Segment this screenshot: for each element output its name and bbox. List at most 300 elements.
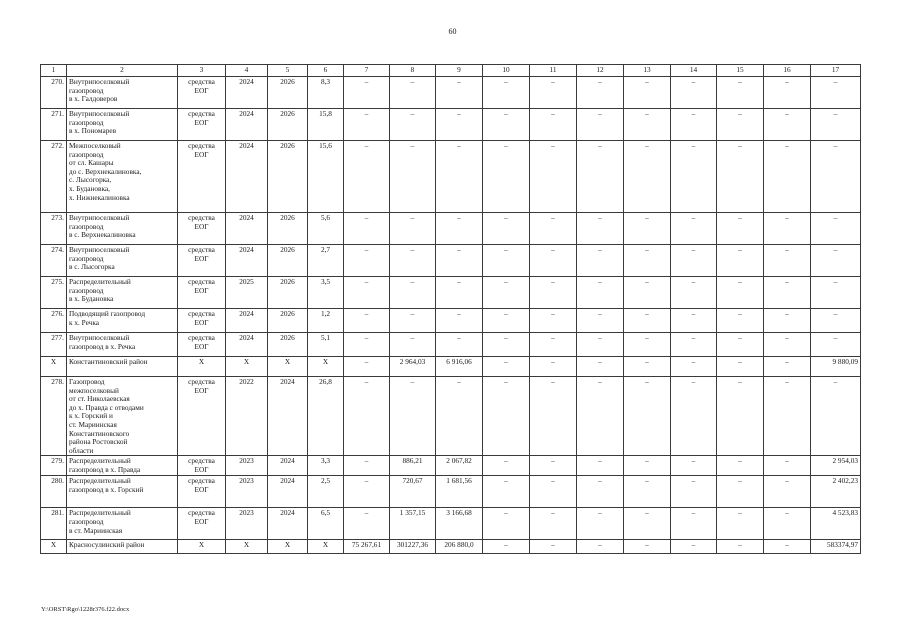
- funding-source-line: ЕОГ: [194, 317, 209, 327]
- cell-col-11: –: [530, 357, 577, 377]
- cell-col-8: –: [390, 277, 436, 309]
- object-name-line: в х. Будановка: [69, 294, 114, 304]
- object-name: [67, 333, 178, 357]
- budget-table: [40, 64, 861, 554]
- cell-col-6: 3,3: [308, 456, 344, 476]
- object-name-line: с. Лысогорка,: [69, 175, 112, 185]
- cell-col-15: –: [717, 333, 764, 357]
- cell-col-9: –: [436, 277, 483, 309]
- cell-col-8: 886,21: [390, 456, 436, 476]
- cell-col-10: –: [483, 109, 530, 141]
- row-number: 278.: [41, 377, 67, 456]
- cell-col-8: –: [390, 377, 436, 456]
- object-name-line: от сл. Кашары: [69, 158, 114, 168]
- cell-col-13: –: [624, 476, 671, 508]
- table-row: [41, 77, 861, 109]
- cell-col-8: –: [390, 213, 436, 245]
- object-name-line: в х. Галдоверов: [69, 94, 118, 104]
- cell-col-16: –: [764, 141, 811, 213]
- object-name-line: газопровод в х. Правда: [69, 464, 141, 474]
- column-header-8: 8: [390, 65, 436, 77]
- cell-col-6: 5,1: [308, 333, 344, 357]
- cell-col-13: –: [624, 508, 671, 540]
- cell-col-10: –: [483, 333, 530, 357]
- cell-col-13: –: [624, 77, 671, 109]
- cell-col-11: –: [530, 77, 577, 109]
- funding-source: [178, 508, 226, 540]
- funding-source: [178, 277, 226, 309]
- cell-col-17: 583374,97: [811, 540, 861, 554]
- cell-col-14: –: [671, 109, 717, 141]
- object-name-line: Красносулинский район: [69, 540, 145, 550]
- object-name: [67, 277, 178, 309]
- cell-col-6: 15,8: [308, 109, 344, 141]
- cell-col-5: 2026: [268, 245, 308, 277]
- cell-col-14: –: [671, 357, 717, 377]
- row-number: 270.: [41, 77, 67, 109]
- table-row: [41, 456, 861, 476]
- object-name-line: от ст. Николаевская: [69, 394, 130, 404]
- object-name-line: Внутрипоселковый: [69, 109, 130, 118]
- funding-source-line: ЕОГ: [194, 341, 209, 351]
- cell-col-6: 15,6: [308, 141, 344, 213]
- cell-col-10: –: [483, 309, 530, 333]
- cell-col-15: –: [717, 309, 764, 333]
- cell-col-10: –: [483, 277, 530, 309]
- object-name-line: газопровод: [69, 516, 104, 526]
- cell-col-10: –: [483, 540, 530, 554]
- cell-col-15: –: [717, 109, 764, 141]
- cell-col-6: 3,5: [308, 277, 344, 309]
- funding-source: [178, 77, 226, 109]
- column-header-2: 2: [67, 65, 178, 77]
- cell-col-12: –: [577, 141, 624, 213]
- column-header-5: 5: [268, 65, 308, 77]
- cell-col-16: –: [764, 213, 811, 245]
- cell-col-16: –: [764, 77, 811, 109]
- object-name: [67, 377, 178, 456]
- object-name-line: х. Будановка,: [69, 183, 110, 193]
- cell-col-14: –: [671, 77, 717, 109]
- object-name: [67, 141, 178, 213]
- row-number: 280.: [41, 476, 67, 508]
- cell-col-6: 2,7: [308, 245, 344, 277]
- cell-col-11: –: [530, 277, 577, 309]
- cell-col-6: X: [308, 540, 344, 554]
- object-name-line: Внутрипоселковый: [69, 77, 130, 86]
- column-header-12: 12: [577, 65, 624, 77]
- object-name-line: х. Нижнекалиновка: [69, 192, 130, 202]
- cell-col-10: –: [483, 77, 530, 109]
- cell-col-13: –: [624, 213, 671, 245]
- funding-source-line: ЕОГ: [194, 285, 209, 295]
- cell-col-11: –: [530, 333, 577, 357]
- cell-col-4: 2024: [226, 213, 268, 245]
- row-number: 271.: [41, 109, 67, 141]
- funding-source-line: средства: [188, 377, 215, 386]
- object-name: [67, 508, 178, 540]
- funding-source-line: X: [198, 357, 205, 366]
- cell-col-8: –: [390, 109, 436, 141]
- cell-col-9: –: [436, 309, 483, 333]
- page-number: 60: [448, 27, 457, 36]
- cell-col-15: –: [717, 277, 764, 309]
- funding-source: [178, 357, 226, 377]
- cell-col-5: 2026: [268, 141, 308, 213]
- funding-source: [178, 245, 226, 277]
- cell-col-13: –: [624, 377, 671, 456]
- cell-col-13: –: [624, 357, 671, 377]
- cell-col-7: 75 267,61: [344, 540, 390, 554]
- cell-col-4: X: [226, 540, 268, 554]
- cell-col-12: –: [577, 540, 624, 554]
- cell-col-14: –: [671, 309, 717, 333]
- funding-source-line: X: [198, 540, 205, 550]
- cell-col-14: –: [671, 333, 717, 357]
- funding-source-line: ЕОГ: [194, 221, 209, 231]
- column-header-11: 11: [530, 65, 577, 77]
- cell-col-13: –: [624, 277, 671, 309]
- funding-source-line: средства: [188, 456, 215, 466]
- cell-col-9: –: [436, 333, 483, 357]
- cell-col-10: –: [483, 213, 530, 245]
- funding-source-line: средства: [188, 508, 215, 518]
- cell-col-15: –: [717, 456, 764, 476]
- cell-col-16: –: [764, 309, 811, 333]
- funding-source: [178, 540, 226, 554]
- row-number: 279.: [41, 456, 67, 476]
- cell-col-13: –: [624, 333, 671, 357]
- cell-col-12: –: [577, 213, 624, 245]
- object-name-line: в с. Лысогорка: [69, 262, 115, 272]
- cell-col-13: –: [624, 456, 671, 476]
- object-name-line: газопровод: [69, 253, 104, 263]
- cell-col-12: –: [577, 109, 624, 141]
- cell-col-7: –: [344, 213, 390, 245]
- funding-source: [178, 109, 226, 141]
- cell-col-12: –: [577, 357, 624, 377]
- cell-col-11: –: [530, 540, 577, 554]
- cell-col-15: –: [717, 540, 764, 554]
- cell-col-12: –: [577, 77, 624, 109]
- cell-col-8: –: [390, 309, 436, 333]
- object-name-line: в с. Верхнекалиновка: [69, 230, 136, 240]
- row-number: 277.: [41, 333, 67, 357]
- cell-col-7: –: [344, 277, 390, 309]
- object-name-line: в ст. Мариинская: [69, 525, 123, 535]
- funding-source-line: средства: [188, 77, 215, 86]
- cell-col-5: 2026: [268, 309, 308, 333]
- district-total-row: [41, 357, 861, 377]
- cell-col-14: –: [671, 245, 717, 277]
- cell-col-12: –: [577, 245, 624, 277]
- column-header-15: 15: [717, 65, 764, 77]
- cell-col-7: –: [344, 508, 390, 540]
- row-number: 275.: [41, 277, 67, 309]
- cell-col-10: –: [483, 456, 530, 476]
- cell-col-16: –: [764, 333, 811, 357]
- cell-col-11: –: [530, 141, 577, 213]
- cell-col-9: 6 916,06: [436, 357, 483, 377]
- cell-col-4: 2024: [226, 309, 268, 333]
- column-header-1: 1: [41, 65, 67, 77]
- object-name-line: до с. Верхнекалиновка,: [69, 166, 142, 176]
- object-name-line: в х. Пономарев: [69, 126, 117, 136]
- cell-col-16: –: [764, 508, 811, 540]
- column-header-9: 9: [436, 65, 483, 77]
- cell-col-14: –: [671, 377, 717, 456]
- cell-col-17: 2 402,23: [811, 476, 861, 508]
- cell-col-12: –: [577, 508, 624, 540]
- cell-col-4: 2022: [226, 377, 268, 456]
- cell-col-7: –: [344, 245, 390, 277]
- cell-col-15: –: [717, 77, 764, 109]
- object-name-line: газопровод: [69, 117, 104, 127]
- row-number: 272.: [41, 141, 67, 213]
- cell-col-6: 6,5: [308, 508, 344, 540]
- cell-col-8: –: [390, 333, 436, 357]
- cell-col-8: 1 357,15: [390, 508, 436, 540]
- cell-col-14: –: [671, 476, 717, 508]
- cell-col-11: –: [530, 377, 577, 456]
- district-total-row: [41, 540, 861, 554]
- object-name: [67, 357, 178, 377]
- object-name-line: газопровод в х. Речка: [69, 341, 136, 351]
- object-name-line: Подводящий газопровод: [69, 309, 146, 318]
- cell-col-17: –: [811, 309, 861, 333]
- table-row: [41, 333, 861, 357]
- cell-col-9: 3 166,68: [436, 508, 483, 540]
- cell-col-15: –: [717, 377, 764, 456]
- object-name-line: Распределительный: [69, 476, 131, 486]
- object-name-line: Газопровод: [69, 377, 105, 386]
- cell-col-5: X: [268, 357, 308, 377]
- cell-col-17: –: [811, 333, 861, 357]
- funding-source-line: средства: [188, 213, 215, 222]
- column-header-7: 7: [344, 65, 390, 77]
- cell-col-13: –: [624, 309, 671, 333]
- object-name-line: до х. Правда с отводами: [69, 402, 144, 412]
- cell-col-15: –: [717, 141, 764, 213]
- table-row: [41, 508, 861, 540]
- row-number: 274.: [41, 245, 67, 277]
- cell-col-15: –: [717, 508, 764, 540]
- column-header-13: 13: [624, 65, 671, 77]
- funding-source: [178, 141, 226, 213]
- cell-col-10: –: [483, 357, 530, 377]
- funding-source-line: ЕОГ: [194, 516, 209, 526]
- cell-col-8: 720,67: [390, 476, 436, 508]
- funding-source: [178, 333, 226, 357]
- object-name: [67, 456, 178, 476]
- cell-col-9: –: [436, 213, 483, 245]
- cell-col-12: –: [577, 333, 624, 357]
- funding-source-line: средства: [188, 109, 215, 118]
- cell-col-4: 2024: [226, 77, 268, 109]
- row-number: X: [41, 540, 67, 554]
- cell-col-5: 2024: [268, 508, 308, 540]
- cell-col-17: –: [811, 377, 861, 456]
- cell-col-16: –: [764, 476, 811, 508]
- object-name-line: Распределительный: [69, 277, 131, 286]
- cell-col-17: 4 523,83: [811, 508, 861, 540]
- object-name-line: газопровод: [69, 85, 104, 95]
- cell-col-6: X: [308, 357, 344, 377]
- cell-col-7: –: [344, 109, 390, 141]
- cell-col-5: 2026: [268, 77, 308, 109]
- cell-col-9: –: [436, 245, 483, 277]
- cell-col-6: 1,2: [308, 309, 344, 333]
- cell-col-16: –: [764, 277, 811, 309]
- object-name-line: Внутрипоселковый: [69, 333, 130, 342]
- object-name: [67, 476, 178, 508]
- cell-col-4: 2024: [226, 141, 268, 213]
- cell-col-17: 9 880,09: [811, 357, 861, 377]
- cell-col-5: 2026: [268, 277, 308, 309]
- funding-source-line: средства: [188, 333, 215, 342]
- footer-file-path: Y:\ORST\Rgo\1228r376.f22.docx: [41, 606, 130, 613]
- column-header-4: 4: [226, 65, 268, 77]
- cell-col-6: 8,3: [308, 77, 344, 109]
- object-name-line: к х. Речка: [69, 317, 100, 327]
- cell-col-9: 1 681,56: [436, 476, 483, 508]
- cell-col-6: 5,6: [308, 213, 344, 245]
- cell-col-16: –: [764, 456, 811, 476]
- funding-source-line: средства: [188, 141, 215, 150]
- column-header-14: 14: [671, 65, 717, 77]
- object-name-line: межпоселковый: [69, 385, 119, 395]
- cell-col-13: –: [624, 141, 671, 213]
- cell-col-8: 2 964,03: [390, 357, 436, 377]
- cell-col-8: –: [390, 141, 436, 213]
- funding-source-line: ЕОГ: [194, 253, 209, 263]
- object-name-line: газопровод: [69, 221, 104, 231]
- cell-col-5: 2026: [268, 109, 308, 141]
- funding-source-line: ЕОГ: [194, 117, 209, 127]
- cell-col-15: –: [717, 357, 764, 377]
- cell-col-12: –: [577, 377, 624, 456]
- table-row: [41, 213, 861, 245]
- cell-col-4: 2023: [226, 508, 268, 540]
- cell-col-17: 2 954,03: [811, 456, 861, 476]
- object-name-line: Межпоселковый: [69, 141, 121, 150]
- object-name-line: области: [69, 445, 94, 455]
- row-number: 276.: [41, 309, 67, 333]
- object-name-line: Константиновского: [69, 428, 130, 438]
- cell-col-14: –: [671, 141, 717, 213]
- funding-source: [178, 309, 226, 333]
- cell-col-14: –: [671, 508, 717, 540]
- cell-col-12: –: [577, 456, 624, 476]
- cell-col-8: –: [390, 245, 436, 277]
- table-row: [41, 309, 861, 333]
- cell-col-9: –: [436, 77, 483, 109]
- cell-col-17: –: [811, 141, 861, 213]
- row-number: X: [41, 357, 67, 377]
- object-name: [67, 245, 178, 277]
- cell-col-15: –: [717, 213, 764, 245]
- object-name: [67, 540, 178, 554]
- cell-col-4: X: [226, 357, 268, 377]
- funding-source: [178, 213, 226, 245]
- cell-col-11: –: [530, 476, 577, 508]
- object-name-line: Распределительный: [69, 508, 131, 518]
- cell-col-8: 301227,36: [390, 540, 436, 554]
- cell-col-17: –: [811, 277, 861, 309]
- cell-col-10: –: [483, 245, 530, 277]
- cell-col-11: –: [530, 245, 577, 277]
- table-row: [41, 476, 861, 508]
- table-row: [41, 277, 861, 309]
- cell-col-4: 2024: [226, 245, 268, 277]
- funding-source-line: ЕОГ: [194, 484, 209, 494]
- cell-col-16: –: [764, 245, 811, 277]
- funding-source: [178, 456, 226, 476]
- object-name-line: Распределительный: [69, 456, 131, 466]
- cell-col-4: 2024: [226, 109, 268, 141]
- cell-col-11: –: [530, 213, 577, 245]
- column-header-16: 16: [764, 65, 811, 77]
- object-name-line: газопровод: [69, 285, 104, 295]
- cell-col-17: –: [811, 77, 861, 109]
- cell-col-14: –: [671, 456, 717, 476]
- cell-col-17: –: [811, 213, 861, 245]
- column-header-17: 17: [811, 65, 861, 77]
- cell-col-4: 2024: [226, 333, 268, 357]
- cell-col-12: –: [577, 309, 624, 333]
- cell-col-17: –: [811, 109, 861, 141]
- funding-source-line: ЕОГ: [194, 385, 209, 395]
- table-row: [41, 141, 861, 213]
- cell-col-9: –: [436, 141, 483, 213]
- object-name: [67, 109, 178, 141]
- funding-source-line: ЕОГ: [194, 85, 209, 95]
- cell-col-16: –: [764, 540, 811, 554]
- funding-source-line: средства: [188, 245, 215, 254]
- cell-col-10: –: [483, 476, 530, 508]
- cell-col-11: –: [530, 309, 577, 333]
- cell-col-7: –: [344, 77, 390, 109]
- funding-source-line: средства: [188, 309, 215, 318]
- cell-col-5: 2024: [268, 456, 308, 476]
- funding-source: [178, 476, 226, 508]
- cell-col-12: –: [577, 476, 624, 508]
- cell-col-15: –: [717, 245, 764, 277]
- cell-col-13: –: [624, 540, 671, 554]
- cell-col-14: –: [671, 213, 717, 245]
- cell-col-10: –: [483, 377, 530, 456]
- object-name-line: ст. Мариинская: [69, 419, 117, 429]
- cell-col-14: –: [671, 277, 717, 309]
- object-name-line: района Ростовской: [69, 437, 128, 447]
- cell-col-7: –: [344, 476, 390, 508]
- cell-col-13: –: [624, 245, 671, 277]
- object-name-line: газопровод в х. Горский: [69, 484, 144, 494]
- cell-col-7: –: [344, 333, 390, 357]
- header-row: [41, 65, 861, 77]
- object-name-line: к х. Горский и: [69, 411, 113, 421]
- cell-col-7: –: [344, 456, 390, 476]
- cell-col-4: 2025: [226, 277, 268, 309]
- cell-col-6: 26,8: [308, 377, 344, 456]
- cell-col-13: –: [624, 109, 671, 141]
- cell-col-14: –: [671, 540, 717, 554]
- cell-col-15: –: [717, 476, 764, 508]
- cell-col-9: –: [436, 377, 483, 456]
- cell-col-16: –: [764, 109, 811, 141]
- cell-col-11: –: [530, 456, 577, 476]
- cell-col-4: 2023: [226, 456, 268, 476]
